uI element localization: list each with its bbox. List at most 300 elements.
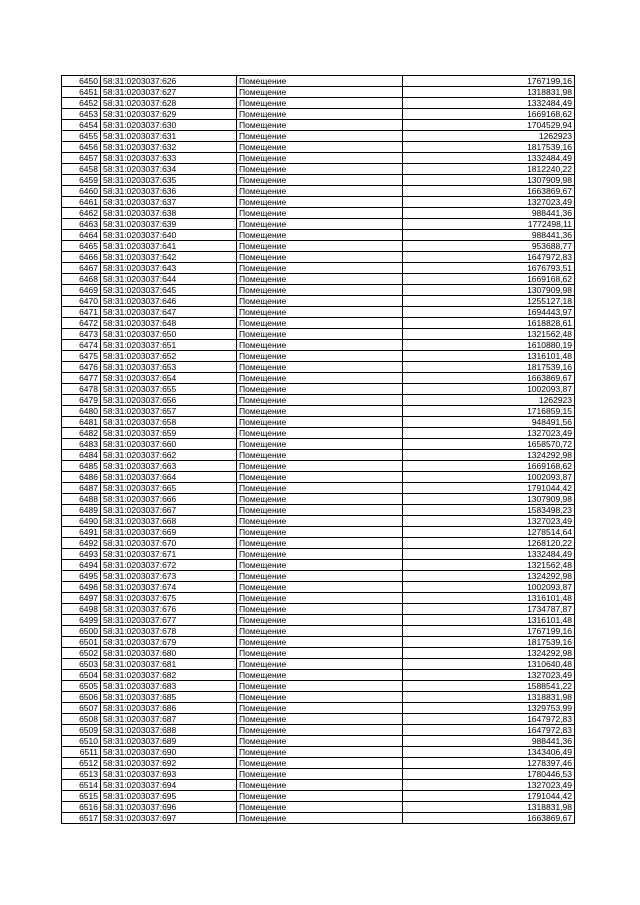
cadastral-number-cell: 58:31:0203037:640	[101, 230, 237, 241]
cadastral-value-cell: 1704529,94	[403, 120, 575, 131]
cadastral-value-cell: 1316101,48	[403, 593, 575, 604]
row-number-cell: 6490	[62, 516, 101, 527]
table-row	[62, 395, 575, 406]
cadastral-number-cell: 58:31:0203037:648	[101, 318, 237, 329]
cadastral-value-cell: 988441,36	[403, 208, 575, 219]
object-type-cell: Помещение	[237, 483, 403, 494]
table-row	[62, 626, 575, 637]
cadastral-number-cell: 58:31:0203037:671	[101, 549, 237, 560]
table-row	[62, 758, 575, 769]
cadastral-number-cell: 58:31:0203037:683	[101, 681, 237, 692]
cadastral-value-cell: 1321562,48	[403, 560, 575, 571]
object-type-cell: Помещение	[237, 340, 403, 351]
row-number-cell: 6461	[62, 197, 101, 208]
object-type-cell: Помещение	[237, 109, 403, 120]
row-number-cell: 6473	[62, 329, 101, 340]
cadastral-number-cell: 58:31:0203037:663	[101, 461, 237, 472]
cadastral-number-cell: 58:31:0203037:646	[101, 296, 237, 307]
object-type-cell: Помещение	[237, 692, 403, 703]
row-number-cell: 6512	[62, 758, 101, 769]
row-number-cell: 6483	[62, 439, 101, 450]
object-type-cell: Помещение	[237, 472, 403, 483]
table-row	[62, 582, 575, 593]
object-type-cell: Помещение	[237, 285, 403, 296]
table-row	[62, 538, 575, 549]
table-row	[62, 791, 575, 802]
cadastral-number-cell: 58:31:0203037:632	[101, 142, 237, 153]
row-number-cell: 6499	[62, 615, 101, 626]
cadastral-number-cell: 58:31:0203037:642	[101, 252, 237, 263]
table-row	[62, 703, 575, 714]
row-number-cell: 6504	[62, 670, 101, 681]
object-type-cell: Помещение	[237, 406, 403, 417]
cadastral-number-cell: 58:31:0203037:631	[101, 131, 237, 142]
table-row	[62, 406, 575, 417]
row-number-cell: 6450	[62, 76, 101, 87]
row-number-cell: 6458	[62, 164, 101, 175]
cadastral-value-cell: 1588541,22	[403, 681, 575, 692]
row-number-cell: 6476	[62, 362, 101, 373]
row-number-cell: 6475	[62, 351, 101, 362]
cadastral-number-cell: 58:31:0203037:628	[101, 98, 237, 109]
object-type-cell: Помещение	[237, 428, 403, 439]
row-number-cell: 6492	[62, 538, 101, 549]
table-row	[62, 252, 575, 263]
cadastral-number-cell: 58:31:0203037:682	[101, 670, 237, 681]
cadastral-value-cell: 1734787,87	[403, 604, 575, 615]
object-type-cell: Помещение	[237, 758, 403, 769]
object-type-cell: Помещение	[237, 164, 403, 175]
table-row	[62, 747, 575, 758]
row-number-cell: 6463	[62, 219, 101, 230]
cadastral-value-cell: 1002093,87	[403, 582, 575, 593]
object-type-cell: Помещение	[237, 197, 403, 208]
cadastral-value-cell: 1324292,98	[403, 648, 575, 659]
row-number-cell: 6477	[62, 373, 101, 384]
object-type-cell: Помещение	[237, 593, 403, 604]
object-type-cell: Помещение	[237, 681, 403, 692]
table-row	[62, 241, 575, 252]
table-row	[62, 604, 575, 615]
row-number-cell: 6453	[62, 109, 101, 120]
row-number-cell: 6460	[62, 186, 101, 197]
table-row	[62, 362, 575, 373]
table-row	[62, 483, 575, 494]
table-row	[62, 615, 575, 626]
table-row	[62, 175, 575, 186]
cadastral-number-cell: 58:31:0203037:694	[101, 780, 237, 791]
cadastral-number-cell: 58:31:0203037:697	[101, 813, 237, 824]
row-number-cell: 6471	[62, 307, 101, 318]
object-type-cell: Помещение	[237, 241, 403, 252]
cadastral-value-cell: 1791044,42	[403, 791, 575, 802]
object-type-cell: Помещение	[237, 76, 403, 87]
cadastral-value-cell: 1669168,62	[403, 109, 575, 120]
cadastral-number-cell: 58:31:0203037:679	[101, 637, 237, 648]
cadastral-value-cell: 1327023,49	[403, 670, 575, 681]
table-row	[62, 659, 575, 670]
cadastral-number-cell: 58:31:0203037:650	[101, 329, 237, 340]
cadastral-number-cell: 58:31:0203037:653	[101, 362, 237, 373]
object-type-cell: Помещение	[237, 87, 403, 98]
cadastral-number-cell: 58:31:0203037:638	[101, 208, 237, 219]
row-number-cell: 6509	[62, 725, 101, 736]
object-type-cell: Помещение	[237, 714, 403, 725]
object-type-cell: Помещение	[237, 351, 403, 362]
row-number-cell: 6506	[62, 692, 101, 703]
cadastral-value-cell: 1268120,22	[403, 538, 575, 549]
cadastral-value-cell: 1332484,49	[403, 153, 575, 164]
object-type-cell: Помещение	[237, 703, 403, 714]
cadastral-number-cell: 58:31:0203037:666	[101, 494, 237, 505]
table-row	[62, 285, 575, 296]
row-number-cell: 6485	[62, 461, 101, 472]
object-type-cell: Помещение	[237, 362, 403, 373]
object-type-cell: Помещение	[237, 450, 403, 461]
cadastral-number-cell: 58:31:0203037:673	[101, 571, 237, 582]
cadastral-value-cell: 1002093,87	[403, 384, 575, 395]
cadastral-number-cell: 58:31:0203037:677	[101, 615, 237, 626]
table-row	[62, 153, 575, 164]
cadastral-value-cell: 1694443,97	[403, 307, 575, 318]
cadastral-number-cell: 58:31:0203037:660	[101, 439, 237, 450]
object-type-cell: Помещение	[237, 439, 403, 450]
cadastral-number-cell: 58:31:0203037:639	[101, 219, 237, 230]
table-row	[62, 296, 575, 307]
row-number-cell: 6514	[62, 780, 101, 791]
cadastral-value-cell: 1817539,16	[403, 142, 575, 153]
cadastral-value-cell: 1324292,98	[403, 571, 575, 582]
cadastral-value-cell: 1327023,49	[403, 516, 575, 527]
cadastral-number-cell: 58:31:0203037:654	[101, 373, 237, 384]
cadastral-value-cell: 1663869,67	[403, 373, 575, 384]
table-row	[62, 593, 575, 604]
row-number-cell: 6500	[62, 626, 101, 637]
table-body	[62, 76, 575, 824]
table-row	[62, 329, 575, 340]
row-number-cell: 6513	[62, 769, 101, 780]
row-number-cell: 6489	[62, 505, 101, 516]
cadastral-value-cell: 1618828,61	[403, 318, 575, 329]
cadastral-value-cell: 1262923	[403, 131, 575, 142]
row-number-cell: 6480	[62, 406, 101, 417]
table-row	[62, 98, 575, 109]
cadastral-value-cell: 1278514,64	[403, 527, 575, 538]
row-number-cell: 6486	[62, 472, 101, 483]
cadastral-number-cell: 58:31:0203037:678	[101, 626, 237, 637]
cadastral-number-cell: 58:31:0203037:630	[101, 120, 237, 131]
object-type-cell: Помещение	[237, 153, 403, 164]
object-type-cell: Помещение	[237, 208, 403, 219]
object-type-cell: Помещение	[237, 252, 403, 263]
row-number-cell: 6482	[62, 428, 101, 439]
table-row	[62, 263, 575, 274]
table-row	[62, 527, 575, 538]
table-row	[62, 494, 575, 505]
object-type-cell: Помещение	[237, 120, 403, 131]
object-type-cell: Помещение	[237, 230, 403, 241]
object-type-cell: Помещение	[237, 329, 403, 340]
cadastral-number-cell: 58:31:0203037:664	[101, 472, 237, 483]
cadastral-value-cell: 1307909,98	[403, 175, 575, 186]
row-number-cell: 6466	[62, 252, 101, 263]
row-number-cell: 6497	[62, 593, 101, 604]
object-type-cell: Помещение	[237, 626, 403, 637]
cadastral-value-cell: 1669168,62	[403, 461, 575, 472]
row-number-cell: 6507	[62, 703, 101, 714]
cadastral-number-cell: 58:31:0203037:690	[101, 747, 237, 758]
cadastral-number-cell: 58:31:0203037:658	[101, 417, 237, 428]
table-row	[62, 780, 575, 791]
row-number-cell: 6510	[62, 736, 101, 747]
table-row	[62, 736, 575, 747]
table-row	[62, 197, 575, 208]
cadastral-number-cell: 58:31:0203037:672	[101, 560, 237, 571]
table-row	[62, 120, 575, 131]
row-number-cell: 6465	[62, 241, 101, 252]
cadastral-value-cell: 1647972,83	[403, 714, 575, 725]
table-row	[62, 714, 575, 725]
object-type-cell: Помещение	[237, 637, 403, 648]
cadastral-number-cell: 58:31:0203037:668	[101, 516, 237, 527]
cadastral-value-cell: 1610880,19	[403, 340, 575, 351]
cadastral-number-cell: 58:31:0203037:687	[101, 714, 237, 725]
cadastral-number-cell: 58:31:0203037:695	[101, 791, 237, 802]
cadastral-number-cell: 58:31:0203037:643	[101, 263, 237, 274]
row-number-cell: 6481	[62, 417, 101, 428]
cadastral-value-cell: 1669168,62	[403, 274, 575, 285]
cadastral-value-cell: 1658570,72	[403, 439, 575, 450]
table-row	[62, 219, 575, 230]
object-type-cell: Помещение	[237, 384, 403, 395]
cadastral-value-cell: 1817539,16	[403, 637, 575, 648]
object-type-cell: Помещение	[237, 219, 403, 230]
object-type-cell: Помещение	[237, 549, 403, 560]
document-page	[61, 75, 574, 824]
object-type-cell: Помещение	[237, 659, 403, 670]
table-row	[62, 351, 575, 362]
row-number-cell: 6470	[62, 296, 101, 307]
row-number-cell: 6454	[62, 120, 101, 131]
row-number-cell: 6503	[62, 659, 101, 670]
table-row	[62, 384, 575, 395]
row-number-cell: 6496	[62, 582, 101, 593]
row-number-cell: 6502	[62, 648, 101, 659]
object-type-cell: Помещение	[237, 747, 403, 758]
table-row	[62, 109, 575, 120]
cadastral-value-cell: 1329753,99	[403, 703, 575, 714]
table-row	[62, 681, 575, 692]
row-number-cell: 6452	[62, 98, 101, 109]
table-row	[62, 307, 575, 318]
cadastral-number-cell: 58:31:0203037:659	[101, 428, 237, 439]
cadastral-number-cell: 58:31:0203037:692	[101, 758, 237, 769]
cadastral-value-cell: 1647972,83	[403, 725, 575, 736]
table-row	[62, 164, 575, 175]
cadastral-number-cell: 58:31:0203037:675	[101, 593, 237, 604]
row-number-cell: 6468	[62, 274, 101, 285]
cadastral-value-cell: 1324292,98	[403, 450, 575, 461]
object-type-cell: Помещение	[237, 648, 403, 659]
table-row	[62, 472, 575, 483]
table-row	[62, 813, 575, 824]
cadastral-value-cell: 1812240,22	[403, 164, 575, 175]
table-row	[62, 560, 575, 571]
object-type-cell: Помещение	[237, 670, 403, 681]
table-row	[62, 417, 575, 428]
object-type-cell: Помещение	[237, 307, 403, 318]
cadastral-value-cell: 1307909,98	[403, 494, 575, 505]
object-type-cell: Помещение	[237, 615, 403, 626]
cadastral-value-cell: 953688,77	[403, 241, 575, 252]
row-number-cell: 6487	[62, 483, 101, 494]
row-number-cell: 6457	[62, 153, 101, 164]
row-number-cell: 6467	[62, 263, 101, 274]
object-type-cell: Помещение	[237, 604, 403, 615]
table-row	[62, 670, 575, 681]
object-type-cell: Помещение	[237, 186, 403, 197]
cadastral-value-cell: 1278397,46	[403, 758, 575, 769]
cadastral-number-cell: 58:31:0203037:636	[101, 186, 237, 197]
cadastral-number-cell: 58:31:0203037:688	[101, 725, 237, 736]
cadastral-number-cell: 58:31:0203037:645	[101, 285, 237, 296]
cadastral-number-cell: 58:31:0203037:655	[101, 384, 237, 395]
object-type-cell: Помещение	[237, 142, 403, 153]
cadastral-value-cell: 988441,36	[403, 230, 575, 241]
cadastral-number-cell: 58:31:0203037:635	[101, 175, 237, 186]
row-number-cell: 6459	[62, 175, 101, 186]
object-type-cell: Помещение	[237, 736, 403, 747]
row-number-cell: 6464	[62, 230, 101, 241]
row-number-cell: 6501	[62, 637, 101, 648]
row-number-cell: 6515	[62, 791, 101, 802]
cadastral-value-cell: 1318831,98	[403, 692, 575, 703]
row-number-cell: 6456	[62, 142, 101, 153]
row-number-cell: 6479	[62, 395, 101, 406]
row-number-cell: 6508	[62, 714, 101, 725]
table-row	[62, 142, 575, 153]
row-number-cell: 6517	[62, 813, 101, 824]
cadastral-value-cell: 1676793,51	[403, 263, 575, 274]
row-number-cell: 6498	[62, 604, 101, 615]
table-row	[62, 725, 575, 736]
cadastral-value-cell: 1255127,18	[403, 296, 575, 307]
object-type-cell: Помещение	[237, 527, 403, 538]
cadastral-number-cell: 58:31:0203037:674	[101, 582, 237, 593]
cadastral-value-cell: 988441,36	[403, 736, 575, 747]
object-type-cell: Помещение	[237, 296, 403, 307]
table-row	[62, 505, 575, 516]
cadastral-value-cell: 948491,56	[403, 417, 575, 428]
table-row	[62, 340, 575, 351]
object-type-cell: Помещение	[237, 769, 403, 780]
table-row	[62, 439, 575, 450]
cadastral-value-table	[61, 75, 575, 824]
cadastral-value-cell: 1262923	[403, 395, 575, 406]
table-row	[62, 692, 575, 703]
row-number-cell: 6474	[62, 340, 101, 351]
table-row	[62, 450, 575, 461]
cadastral-number-cell: 58:31:0203037:669	[101, 527, 237, 538]
cadastral-number-cell: 58:31:0203037:657	[101, 406, 237, 417]
cadastral-value-cell: 1002093,87	[403, 472, 575, 483]
object-type-cell: Помещение	[237, 461, 403, 472]
cadastral-value-cell: 1647972,83	[403, 252, 575, 263]
table-row	[62, 802, 575, 813]
cadastral-number-cell: 58:31:0203037:647	[101, 307, 237, 318]
cadastral-number-cell: 58:31:0203037:644	[101, 274, 237, 285]
cadastral-value-cell: 1321562,48	[403, 329, 575, 340]
cadastral-value-cell: 1791044,42	[403, 483, 575, 494]
object-type-cell: Помещение	[237, 274, 403, 285]
object-type-cell: Помещение	[237, 131, 403, 142]
cadastral-value-cell: 1332484,49	[403, 98, 575, 109]
object-type-cell: Помещение	[237, 571, 403, 582]
table-row	[62, 186, 575, 197]
cadastral-number-cell: 58:31:0203037:637	[101, 197, 237, 208]
cadastral-number-cell: 58:31:0203037:656	[101, 395, 237, 406]
table-row	[62, 208, 575, 219]
cadastral-number-cell: 58:31:0203037:633	[101, 153, 237, 164]
cadastral-number-cell: 58:31:0203037:641	[101, 241, 237, 252]
row-number-cell: 6488	[62, 494, 101, 505]
cadastral-number-cell: 58:31:0203037:670	[101, 538, 237, 549]
row-number-cell: 6493	[62, 549, 101, 560]
row-number-cell: 6491	[62, 527, 101, 538]
object-type-cell: Помещение	[237, 175, 403, 186]
object-type-cell: Помещение	[237, 725, 403, 736]
row-number-cell: 6495	[62, 571, 101, 582]
cadastral-value-cell: 1310640,48	[403, 659, 575, 670]
cadastral-value-cell: 1780446,53	[403, 769, 575, 780]
row-number-cell: 6505	[62, 681, 101, 692]
cadastral-value-cell: 1327023,49	[403, 197, 575, 208]
table-row	[62, 637, 575, 648]
table-row	[62, 76, 575, 87]
row-number-cell: 6484	[62, 450, 101, 461]
object-type-cell: Помещение	[237, 538, 403, 549]
cadastral-value-cell: 1663869,67	[403, 813, 575, 824]
table-row	[62, 549, 575, 560]
object-type-cell: Помещение	[237, 318, 403, 329]
object-type-cell: Помещение	[237, 582, 403, 593]
row-number-cell: 6462	[62, 208, 101, 219]
cadastral-value-cell: 1318831,98	[403, 87, 575, 98]
cadastral-number-cell: 58:31:0203037:689	[101, 736, 237, 747]
object-type-cell: Помещение	[237, 494, 403, 505]
cadastral-value-cell: 1327023,49	[403, 780, 575, 791]
object-type-cell: Помещение	[237, 505, 403, 516]
table-row	[62, 373, 575, 384]
object-type-cell: Помещение	[237, 516, 403, 527]
table-row	[62, 769, 575, 780]
cadastral-number-cell: 58:31:0203037:626	[101, 76, 237, 87]
row-number-cell: 6472	[62, 318, 101, 329]
object-type-cell: Помещение	[237, 263, 403, 274]
cadastral-number-cell: 58:31:0203037:680	[101, 648, 237, 659]
table-row	[62, 461, 575, 472]
cadastral-value-cell: 1663869,67	[403, 186, 575, 197]
object-type-cell: Помещение	[237, 395, 403, 406]
object-type-cell: Помещение	[237, 802, 403, 813]
cadastral-number-cell: 58:31:0203037:676	[101, 604, 237, 615]
cadastral-value-cell: 1767199,16	[403, 626, 575, 637]
cadastral-value-cell: 1716859,15	[403, 406, 575, 417]
cadastral-number-cell: 58:31:0203037:667	[101, 505, 237, 516]
cadastral-number-cell: 58:31:0203037:693	[101, 769, 237, 780]
row-number-cell: 6478	[62, 384, 101, 395]
object-type-cell: Помещение	[237, 791, 403, 802]
